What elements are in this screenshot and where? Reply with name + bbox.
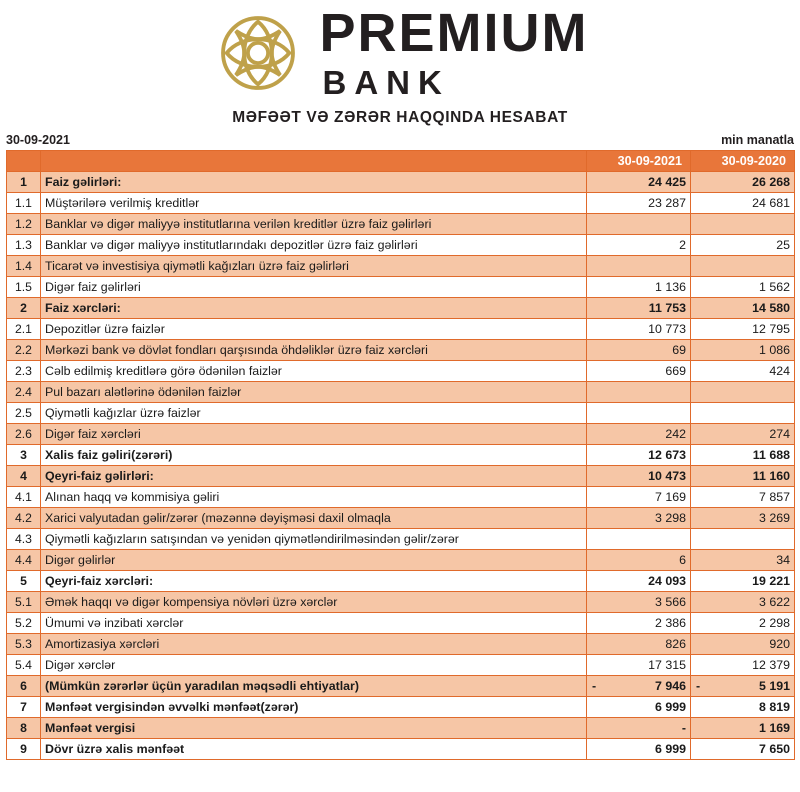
row-description: Faiz gəlirləri: [41, 172, 587, 193]
row-number: 2 [7, 298, 41, 319]
row-number: 2.6 [7, 424, 41, 445]
row-description: Xalis faiz gəliri(zərəri) [41, 445, 587, 466]
table-row [7, 361, 795, 382]
row-description: Digər faiz xərcləri [41, 424, 587, 445]
value-text: 6 999 [654, 700, 686, 714]
row-description: Digər xərclər [41, 655, 587, 676]
brand-name-secondary: BANK [322, 64, 450, 101]
row-description: Mənfəət vergisi [41, 718, 587, 739]
table-row [7, 277, 795, 298]
header-number [7, 151, 41, 172]
row-value-current [587, 382, 691, 403]
row-value-current [587, 718, 691, 739]
row-value-previous [691, 634, 795, 655]
value-text: 25 [776, 238, 790, 252]
header-period-current: 30-09-2021 [587, 151, 691, 172]
row-value-previous [691, 382, 795, 403]
row-number: 1.5 [7, 277, 41, 298]
row-value-current [587, 634, 691, 655]
row-value-previous [691, 277, 795, 298]
brand-wordmark [319, 3, 589, 101]
table-row [7, 424, 795, 445]
table-row [7, 613, 795, 634]
table-row [7, 235, 795, 256]
row-value-previous [691, 508, 795, 529]
row-number: 6 [7, 676, 41, 697]
value-text: 826 [665, 637, 686, 651]
row-value-previous [691, 676, 795, 697]
value-text: 17 315 [648, 658, 686, 672]
row-value-current [587, 613, 691, 634]
row-value-previous [691, 466, 795, 487]
row-value-current [587, 466, 691, 487]
table-row [7, 256, 795, 277]
value-text: 6 999 [654, 742, 686, 756]
value-text: 12 795 [752, 322, 790, 336]
row-value-previous [691, 235, 795, 256]
row-description: Mənfəət vergisindən əvvəlki mənfəət(zərər) [41, 697, 587, 718]
value-text: 24 681 [752, 196, 790, 210]
row-value-previous [691, 214, 795, 235]
row-value-previous [691, 193, 795, 214]
value-text: 1 169 [758, 721, 790, 735]
value-text: 14 580 [752, 301, 790, 315]
row-number: 4.2 [7, 508, 41, 529]
row-value-current [587, 676, 691, 697]
table-row [7, 718, 795, 739]
value-text: 5 191 [758, 679, 790, 693]
row-value-current [587, 277, 691, 298]
row-number: 4.1 [7, 487, 41, 508]
row-description: Müştərilərə verilmiş kreditlər [41, 193, 587, 214]
row-value-previous [691, 298, 795, 319]
table-row [7, 739, 795, 760]
table-row [7, 298, 795, 319]
table-row [7, 529, 795, 550]
negative-sign: - [696, 679, 701, 693]
table-row [7, 319, 795, 340]
row-description: Qeyri-faiz gəlirləri: [41, 466, 587, 487]
value-text: 24 425 [648, 175, 686, 189]
row-description: Depozitlər üzrə faizlər [41, 319, 587, 340]
row-number: 5.3 [7, 634, 41, 655]
value-text: 10 773 [648, 322, 686, 336]
row-description: Banklar və digər maliyyə institutlarındakı depozitlər üzrə faiz gəlirləri [41, 235, 587, 256]
row-value-current [587, 424, 691, 445]
row-number: 4 [7, 466, 41, 487]
table-row [7, 487, 795, 508]
row-number: 4.4 [7, 550, 41, 571]
row-value-previous [691, 445, 795, 466]
row-description: Cəlb edilmiş kreditlərə görə ödənilən faizlər [41, 361, 587, 382]
table-header-row [7, 151, 795, 172]
value-text: 274 [769, 427, 790, 441]
row-number: 5 [7, 571, 41, 592]
row-number: 2.2 [7, 340, 41, 361]
row-value-current [587, 298, 691, 319]
row-description: Xarici valyutadan gəlir/zərər (məzənnə dəyişməsi daxil olmaqla [41, 508, 587, 529]
value-text: 424 [769, 364, 790, 378]
row-value-previous [691, 697, 795, 718]
premium-bank-celtic-knot-logo-icon [212, 7, 304, 99]
row-value-current [587, 487, 691, 508]
row-value-previous [691, 424, 795, 445]
value-text: 24 093 [648, 574, 686, 588]
row-description: Dövr üzrə xalis mənfəət [41, 739, 587, 760]
row-number: 8 [7, 718, 41, 739]
row-value-previous [691, 529, 795, 550]
value-text: 12 673 [648, 448, 686, 462]
table-row [7, 697, 795, 718]
table-row [7, 403, 795, 424]
row-value-current [587, 235, 691, 256]
row-description: Digər gəlirlər [41, 550, 587, 571]
row-number: 5.2 [7, 613, 41, 634]
row-description: Digər faiz gəlirləri [41, 277, 587, 298]
negative-sign: - [592, 679, 597, 693]
row-value-current [587, 214, 691, 235]
value-text: 2 298 [758, 616, 790, 630]
value-text: 1 562 [758, 280, 790, 294]
row-value-current [587, 571, 691, 592]
row-value-previous [691, 655, 795, 676]
row-description: Ticarət və investisiya qiymətli kağızları üzrə faiz gəlirləri [41, 256, 587, 277]
value-text: 10 473 [648, 469, 686, 483]
value-text: 69 [672, 343, 686, 357]
value-text: 7 169 [654, 490, 686, 504]
row-number: 7 [7, 697, 41, 718]
value-text: 34 [776, 553, 790, 567]
row-value-current [587, 319, 691, 340]
row-value-previous [691, 172, 795, 193]
row-description: Faiz xərcləri: [41, 298, 587, 319]
value-text: 1 136 [654, 280, 686, 294]
value-text: - [681, 721, 686, 735]
table-row [7, 571, 795, 592]
table-row [7, 508, 795, 529]
report-meta [0, 133, 800, 150]
table-row [7, 655, 795, 676]
value-text: 7 857 [758, 490, 790, 504]
table-body [7, 172, 795, 760]
row-description: Alınan haqq və kommisiya gəliri [41, 487, 587, 508]
row-value-previous [691, 739, 795, 760]
row-description: Qiymətli kağızların satışından və yenidən qiymətləndirilməsindən gəlir/zərər [41, 529, 587, 550]
row-value-previous [691, 340, 795, 361]
row-value-current [587, 592, 691, 613]
row-number: 1.1 [7, 193, 41, 214]
value-text: 2 386 [654, 616, 686, 630]
table-row [7, 193, 795, 214]
value-text: 12 379 [752, 658, 790, 672]
value-text: 3 298 [654, 511, 686, 525]
row-number: 4.3 [7, 529, 41, 550]
row-value-previous [691, 613, 795, 634]
value-text: 3 566 [654, 595, 686, 609]
value-text: 669 [665, 364, 686, 378]
value-text: 920 [769, 637, 790, 651]
value-text: 26 268 [752, 175, 790, 189]
row-number: 2.5 [7, 403, 41, 424]
row-value-current [587, 445, 691, 466]
row-description: Ümumi və inzibati xərclər [41, 613, 587, 634]
value-text: 242 [665, 427, 686, 441]
row-number: 2.4 [7, 382, 41, 403]
row-value-current [587, 361, 691, 382]
row-number: 1.3 [7, 235, 41, 256]
row-number: 3 [7, 445, 41, 466]
row-value-previous [691, 403, 795, 424]
row-value-current [587, 739, 691, 760]
row-number: 9 [7, 739, 41, 760]
row-number: 1.2 [7, 214, 41, 235]
row-value-current [587, 403, 691, 424]
row-number: 2.1 [7, 319, 41, 340]
row-value-previous [691, 361, 795, 382]
table-row [7, 340, 795, 361]
value-text: 7 946 [654, 679, 686, 693]
table-row [7, 550, 795, 571]
row-description: Pul bazarı alətlərinə ödənilən faizlər [41, 382, 587, 403]
row-value-current [587, 340, 691, 361]
value-text: 6 [679, 553, 686, 567]
row-value-current [587, 529, 691, 550]
row-value-current [587, 193, 691, 214]
table-row [7, 466, 795, 487]
value-text: 11 688 [752, 448, 790, 462]
header-period-previous: 30-09-2020 [691, 151, 795, 172]
value-text: 11 160 [752, 469, 790, 483]
row-value-current [587, 508, 691, 529]
value-text: 1 086 [758, 343, 790, 357]
row-description: Banklar və digər maliyyə institutlarına verilən kreditlər üzrə faiz gəlirləri [41, 214, 587, 235]
report-unit: min manatla [721, 133, 794, 147]
row-description: Amortizasiya xərcləri [41, 634, 587, 655]
row-value-previous [691, 718, 795, 739]
value-text: 11 753 [648, 301, 686, 315]
row-value-current [587, 550, 691, 571]
page-title: MƏFƏƏT VƏ ZƏRƏR HAQQINDA HESABAT [232, 109, 568, 126]
table-row [7, 445, 795, 466]
table-row [7, 382, 795, 403]
row-description: Mərkəzi bank və dövlət fondları qarşısında öhdəliklər üzrə faiz xərcləri [41, 340, 587, 361]
profit-loss-table [6, 150, 795, 760]
table-row [7, 676, 795, 697]
brand-header [0, 0, 800, 101]
table-row [7, 214, 795, 235]
row-number: 5.4 [7, 655, 41, 676]
value-text: 19 221 [752, 574, 790, 588]
row-description: Qeyri-faiz xərcləri: [41, 571, 587, 592]
value-text: 7 650 [758, 742, 790, 756]
table-row [7, 592, 795, 613]
row-description: Qiymətli kağızlar üzrə faizlər [41, 403, 587, 424]
value-text: 8 819 [758, 700, 790, 714]
value-text: 2 [679, 238, 686, 252]
row-value-previous [691, 550, 795, 571]
row-value-current [587, 256, 691, 277]
row-value-current [587, 697, 691, 718]
row-value-previous [691, 487, 795, 508]
row-value-current [587, 655, 691, 676]
row-number: 5.1 [7, 592, 41, 613]
row-description: Əmək haqqı və digər kompensiya növləri üzrə xərclər [41, 592, 587, 613]
row-description: (Mümkün zərərlər üçün yaradılan məqsədli ehtiyatlar) [41, 676, 587, 697]
row-value-previous [691, 592, 795, 613]
row-value-current [587, 172, 691, 193]
row-value-previous [691, 256, 795, 277]
row-number: 1.4 [7, 256, 41, 277]
value-text: 3 269 [758, 511, 790, 525]
brand-name-primary: PREMIUM [319, 3, 589, 63]
table-row [7, 172, 795, 193]
row-value-previous [691, 571, 795, 592]
table-row [7, 634, 795, 655]
header-description [41, 151, 587, 172]
row-number: 2.3 [7, 361, 41, 382]
value-text: 3 622 [758, 595, 790, 609]
row-value-previous [691, 319, 795, 340]
report-date: 30-09-2021 [6, 133, 70, 147]
row-number: 1 [7, 172, 41, 193]
value-text: 23 287 [648, 196, 686, 210]
